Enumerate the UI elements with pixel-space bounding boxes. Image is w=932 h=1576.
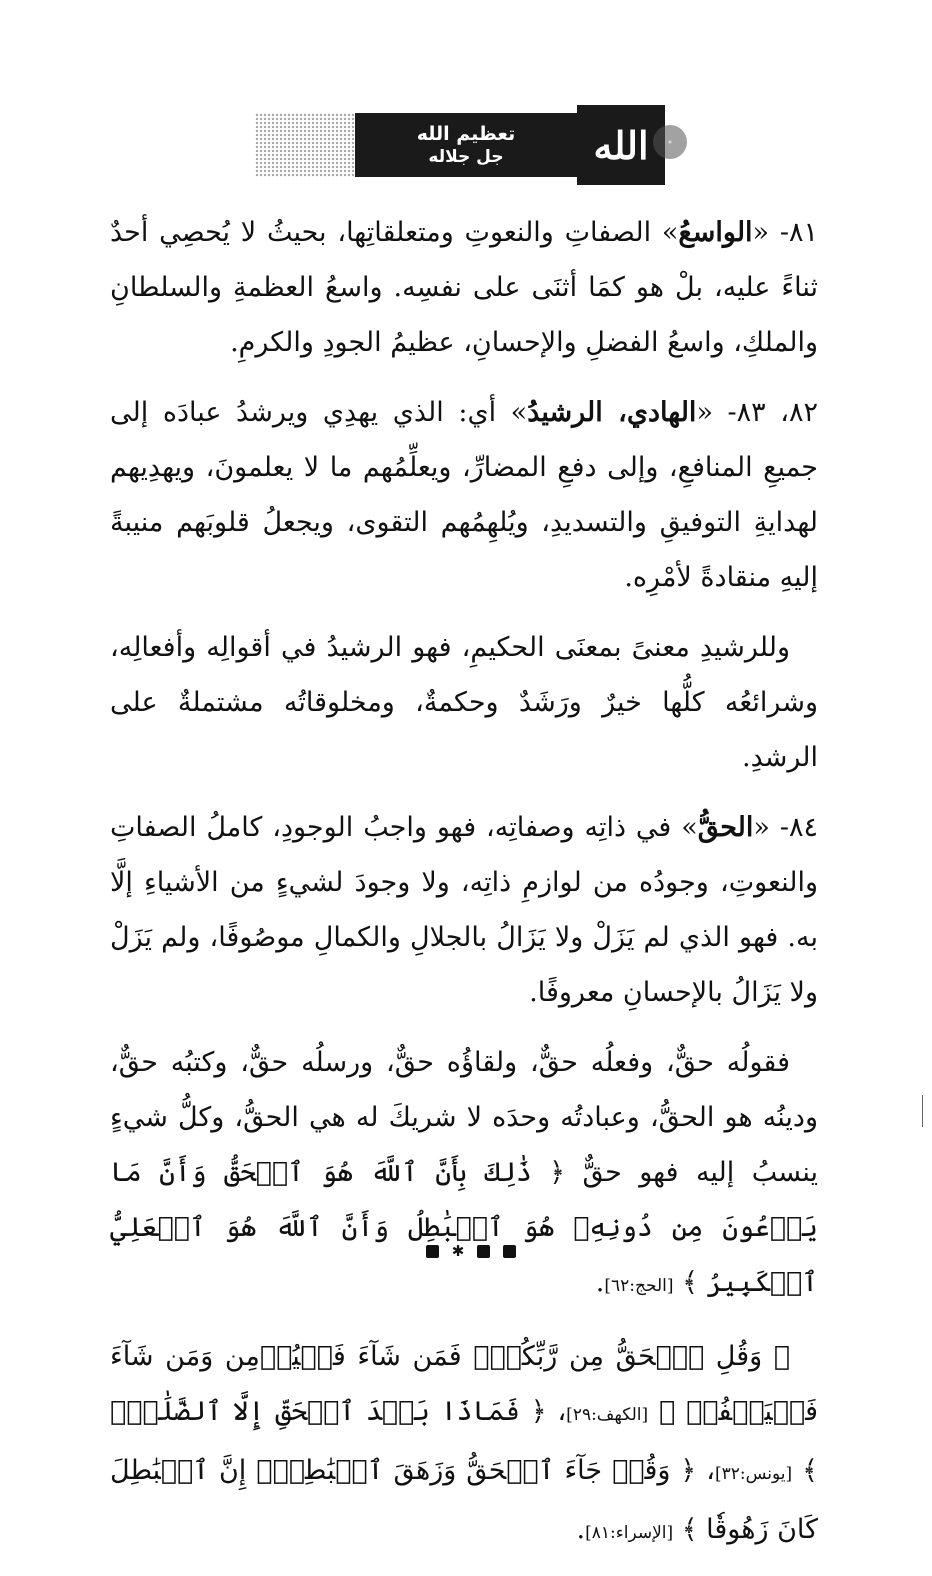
header-title-line2: جل جلاله: [428, 147, 504, 167]
paragraph-84: [110, 800, 818, 1020]
page-header: [255, 105, 680, 185]
quran-verse: ﴿ ذَٰلِكَ بِأَنَّ ٱللَّهَ هُوَ ٱلۡحَقُّ وَأَنَّ مَا يَدۡعُونَ مِن دُونِهِۦ هُوَ ٱلۡبَٰطِلُ وَأَنَّ ٱللَّهَ هُوَ ٱلۡعَلِيُّ ٱلۡكَبِيرُ ﴾: [110, 1157, 818, 1298]
quran-verse: ﴿ وَقُلۡ جَآءَ ٱلۡحَقُّ وَزَهَقَ ٱلۡبَٰطِلُۚ إِنَّ ٱلۡبَٰطِلَ كَانَ زَهُوقٗا ﴾: [110, 1455, 818, 1545]
punctuation: ،: [696, 1455, 715, 1486]
paragraph-verses: [110, 1329, 818, 1561]
entry-number: ٨٢، ٨٣- «: [696, 397, 818, 428]
verse-reference: [الإسراء:٨١]: [585, 1523, 674, 1543]
entry-body: وللرشيدِ معنىً بمعنَى الحكيمِ، فهو الرشيدُ في أقوالِه وأفعالِه، وشرائعُه كلُّها خيرٌ ورَشَدٌ وحكمةٌ، ومخلوقاتُه مشتملةٌ على الرشدِ.: [110, 632, 818, 773]
header-stipple-decoration: [255, 113, 365, 177]
verse-reference: [يونس:٣٢]: [714, 1464, 793, 1484]
name-term: الحقُّ: [697, 812, 754, 843]
entry-number: ٨٤- «: [753, 812, 818, 843]
punctuation: .: [595, 1267, 605, 1298]
paragraph-rashid-meaning: [110, 620, 818, 785]
quran-verse: ﴿ فَمَاذَا بَعۡدَ ٱلۡحَقِّ إِلَّا ٱلضَّلَٰلُۖ ﴾: [110, 1396, 818, 1486]
verse-reference: [الكهف:٢٩]: [566, 1405, 649, 1425]
verse-reference: [الحج:٦٢]: [604, 1276, 674, 1296]
margin-line-decoration: [922, 1095, 923, 1127]
entry-body: » الصفاتِ والنعوتِ ومتعلقاتِها، بحيثُ لا يُحصِي أحدٌ ثناءً عليه، بلْ هو كمَا أثنَى على نفسِه. واسعُ العظمةِ والسلطانِ والملكِ، واسعُ الفضلِ والإحسانِ، عظيمُ الجودِ والكرمِ.: [110, 217, 818, 358]
entry-body: » أي: الذي يهدِي ويرشدُ عبادَه إلى جميعِ المنافعِ، وإلى دفعِ المضارِّ، ويعلِّمُهم ما لا يعلمونَ، ويهدِيهم لهدايةِ التوفيقِ والتسديدِ، ويُلهِمُهم التقوى، ويجعلُ قلوبَهم منيبةً إليهِ منقادةً لأمْرِه.: [110, 397, 818, 593]
punctuation: .: [576, 1514, 586, 1545]
paragraph-82-83: [110, 385, 818, 605]
star-ornament-icon: ✱: [451, 1242, 465, 1260]
name-term: الهادي، الرشيدُ: [527, 397, 697, 428]
entry-body: » في ذاتِه وصفاتِه، فهو واجبُ الوجودِ، كاملُ الصفاتِ والنعوتِ، وجودُه من لوازمِ ذاتِه، ولا وجودَ لشيءٍ من الأشياءِ إلَّا به. فهو الذي لم يَزَلْ ولا يَزَالُ بالجلالِ والكمالِ موصُوفًا، ولم يَزَلْ ولا يَزَالُ بالإحسانِ معروفًا.: [110, 812, 818, 1008]
square-ornament-icon: [477, 1245, 490, 1258]
main-text: [110, 205, 818, 1576]
header-ornament-icon: [653, 125, 687, 159]
entry-number: ٨١- «: [752, 217, 818, 248]
square-ornament-icon: [503, 1245, 516, 1258]
entry-body: فقولُه حقٌّ، وفعلُه حقٌّ، ولقاؤُه حقٌّ، ورسلُه حقٌّ، وكتبُه حقٌّ، ودينُه هو الحقُّ، وعبادتُه وحدَه لا شريكَ له هي الحقُّ، وكلُّ شيءٍ ينسبُ إليه فهو حقٌّ: [110, 1047, 818, 1188]
paragraph-haqq-explanation: [110, 1035, 818, 1314]
square-ornament-icon: [426, 1245, 439, 1258]
paragraph-81: [110, 205, 818, 370]
header-calligraphy-logo: الله: [577, 105, 665, 185]
header-title-line1: تعظيم الله: [416, 123, 516, 145]
quran-verse: ﴿ وَقُلِ ٱلۡحَقُّ مِن رَّبِّكُمۡۖ فَمَن شَآءَ فَلۡيُؤۡمِن وَمَن شَآءَ فَلۡيَكۡفُرۡ ﴾: [110, 1341, 819, 1427]
footer-ornament: [426, 1242, 516, 1260]
name-term: الواسعُ: [678, 217, 753, 248]
punctuation: ،: [546, 1396, 567, 1427]
header-title-band: [355, 113, 577, 177]
